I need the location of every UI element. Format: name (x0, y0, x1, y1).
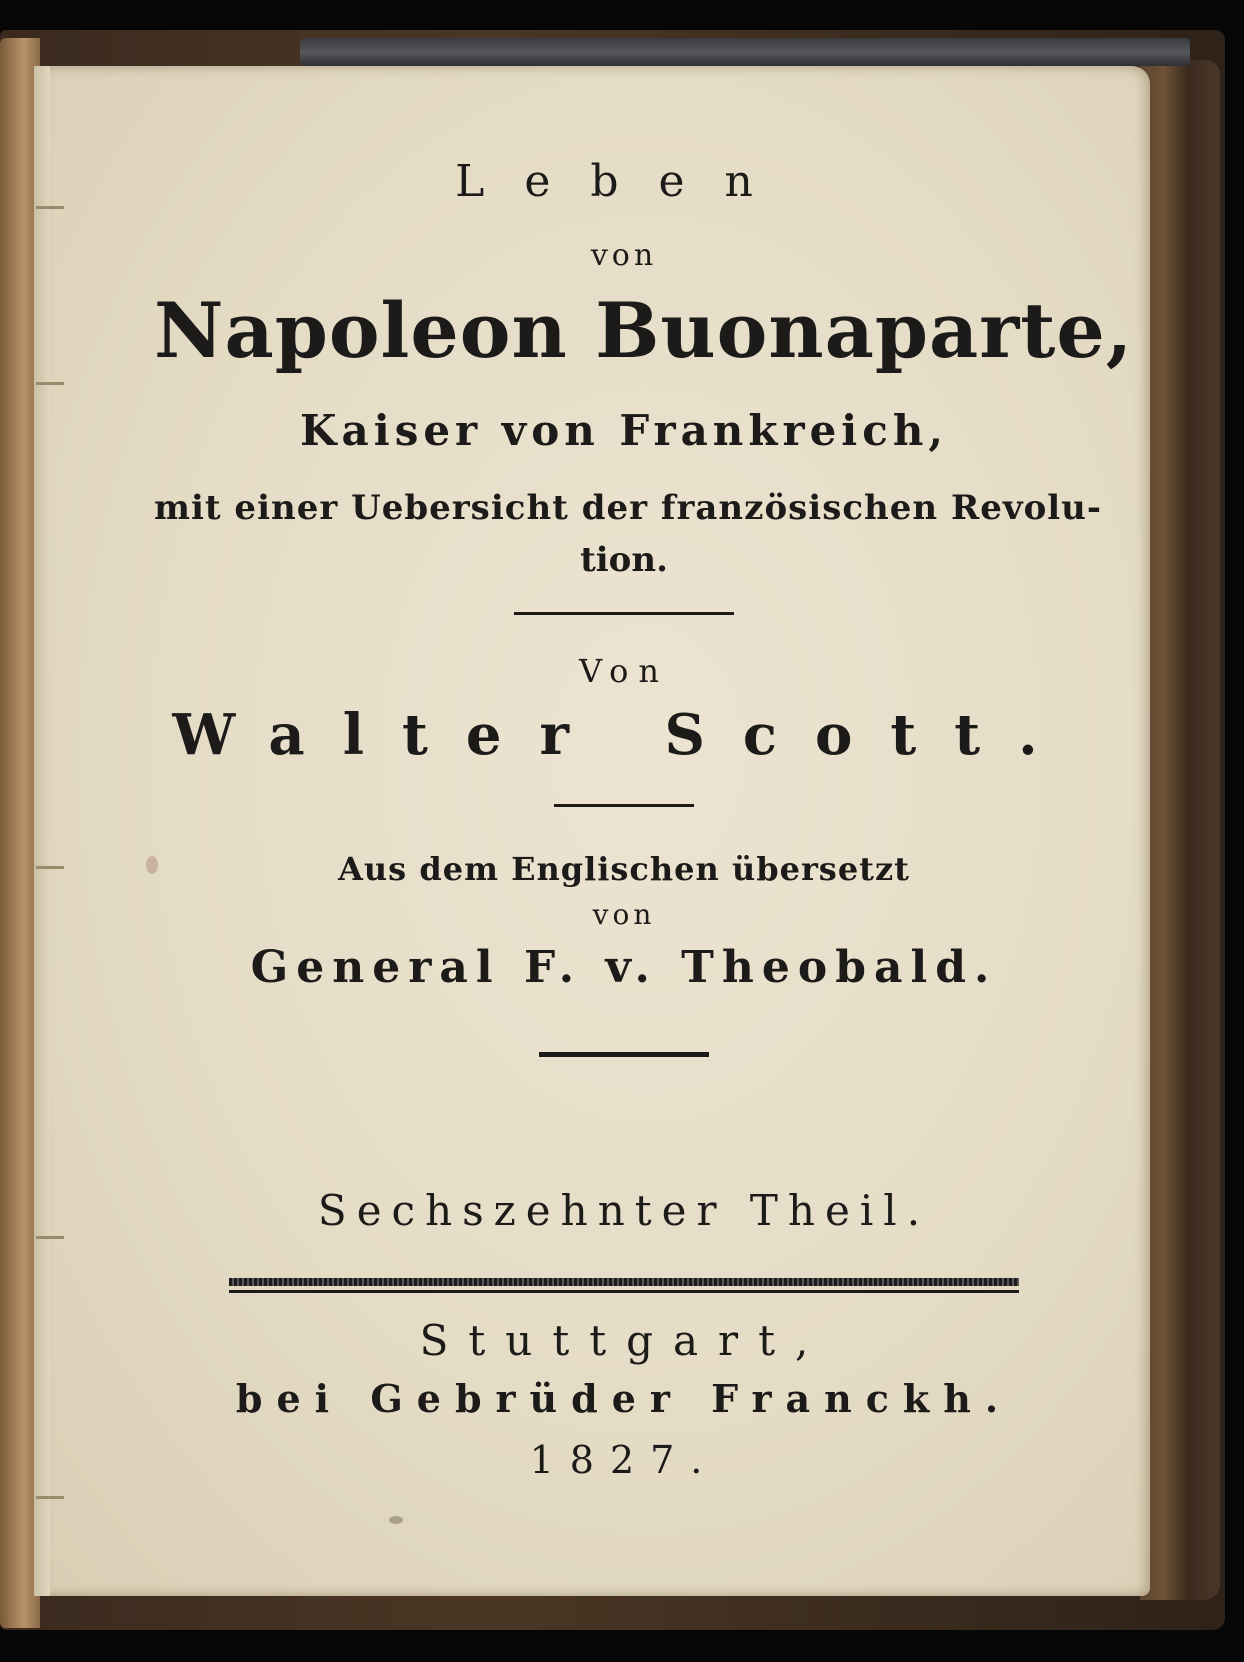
imprint-publisher: bei Gebrüder Franckh. (235, 1376, 1013, 1421)
divider-rule (514, 612, 734, 615)
divider-rule (539, 1052, 709, 1057)
top-binding-band (300, 38, 1190, 66)
translator-name: General F. v. Theobald. (250, 942, 998, 993)
translation-note: Aus dem Englischen übersetzt (338, 850, 910, 888)
cover-edge (1140, 60, 1220, 1600)
page-gutter (34, 66, 50, 1596)
stitch-mark (36, 866, 64, 869)
divider-rule (554, 804, 694, 807)
title-von: von (590, 238, 658, 273)
stitch-mark (36, 1236, 64, 1239)
imprint-year: 1827. (529, 1438, 719, 1482)
title-subtitle: Kaiser von Frankreich, (300, 406, 948, 455)
translation-von: von (592, 898, 656, 931)
stitch-mark (36, 1496, 64, 1499)
title-leben: Leben (455, 156, 793, 207)
author-name: Walter Scott. (172, 702, 1076, 768)
title-description: mit einer Uebersicht der französischen Revolu- (154, 488, 1103, 528)
stain (389, 1516, 403, 1524)
double-divider-rule (229, 1278, 1019, 1293)
stitch-mark (36, 382, 64, 385)
title-page (34, 66, 1150, 1596)
volume-label: Sechszehnter Theil. (317, 1186, 931, 1235)
imprint-place: Stuttgart, (419, 1316, 829, 1365)
stitch-mark (36, 206, 64, 209)
title-description-end: tion. (580, 540, 668, 580)
by-label: Von (578, 652, 670, 690)
title-main: Napoleon Buonaparte, (154, 286, 1134, 375)
